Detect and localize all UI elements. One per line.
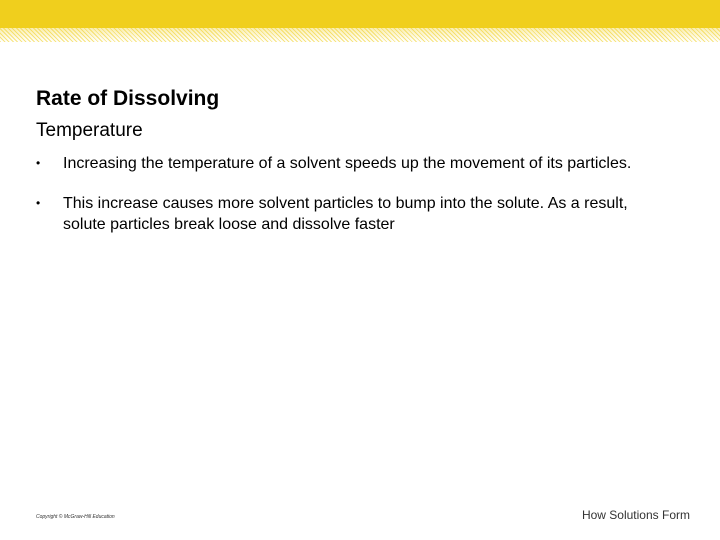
bullet-marker: • <box>36 156 41 170</box>
header-band-pattern <box>0 28 720 42</box>
bullet-text: Increasing the temperature of a solvent speeds up the movement of its particles. <box>63 155 632 172</box>
copyright-notice: Copyright © McGraw-Hill Education <box>36 514 115 520</box>
bullet-marker: • <box>36 196 41 210</box>
bullet-list <box>36 153 636 254</box>
slide-title: Rate of Dissolving <box>36 87 220 110</box>
bullet-text: This increase causes more solvent particles to bump into the solute. As a result, solute particles break loose and dissolve faster <box>63 195 628 233</box>
footer-chapter-title: How Solutions Form <box>581 508 690 522</box>
bullet-item <box>36 153 636 174</box>
bullet-item <box>36 193 636 235</box>
header-band <box>0 0 720 28</box>
slide-subtitle: Temperature <box>36 120 143 141</box>
